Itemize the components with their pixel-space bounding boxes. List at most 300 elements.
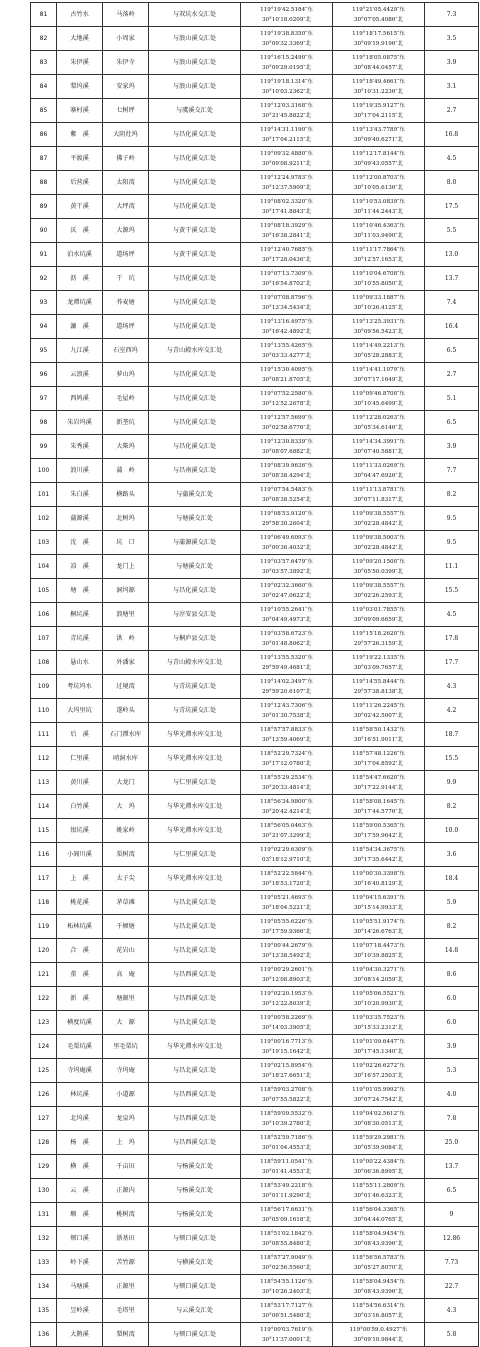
table-row xyxy=(31,387,479,411)
coord-line-east: 119°08′18.3929″东 xyxy=(260,222,313,229)
river-length: 5.5 xyxy=(425,219,479,243)
confluence: 与青山殿水库交汇处 xyxy=(149,339,241,363)
row-number: 126 xyxy=(31,1083,57,1107)
row-number: 132 xyxy=(31,1227,57,1251)
river-name: 黄干溪 xyxy=(57,195,103,219)
source-place: 大 源 xyxy=(103,1011,149,1035)
source-place: 大柴坞 xyxy=(103,435,149,459)
coord-line-north: 29°59′20.6107″北 xyxy=(261,688,312,695)
river-name: 马塘溪 xyxy=(57,1275,103,1299)
coord-line-north: 30°17′35.6442″北 xyxy=(353,856,404,863)
row-number: 109 xyxy=(31,675,57,699)
source-place: 遂岭头 xyxy=(103,699,149,723)
mouth-coords xyxy=(333,483,425,507)
table-row xyxy=(31,675,479,699)
confluence: 与蒲源溪交汇处 xyxy=(149,531,241,555)
river-name: 古竹水 xyxy=(57,3,103,27)
coord-line-east: 118°52′22.5844″东 xyxy=(260,870,313,877)
source-place: 石门潭水库 xyxy=(103,723,149,747)
river-name: 大鹊溪 xyxy=(57,1323,103,1347)
coord-line-east: 119°02′20.1953″东 xyxy=(260,990,313,997)
coord-line-east: 119°09′33.1887″东 xyxy=(352,294,405,301)
confluence: 与云溪交汇处 xyxy=(149,1299,241,1323)
coord-line-east: 119°11′13.8781″东 xyxy=(352,486,405,493)
confluence: 与昌北溪交汇处 xyxy=(149,1059,241,1083)
coord-line-north: 30°08′55.8480″北 xyxy=(261,1240,312,1247)
river-length: 8.2 xyxy=(425,795,479,819)
coord-line-east: 119°00′22.4384″东 xyxy=(352,1158,405,1165)
coord-line-north: 30°09′10.9844″北 xyxy=(353,1336,404,1343)
source-place: 大坪湾 xyxy=(103,195,149,219)
river-name: 后营溪 xyxy=(57,171,103,195)
source-coords xyxy=(241,411,333,435)
coord-line-north: 30°09′08.9211″北 xyxy=(261,160,312,167)
source-coords xyxy=(241,123,333,147)
coord-line-east: 118°53′17.7127″东 xyxy=(260,1302,313,1309)
coord-line-north: 30°02′56.5560″北 xyxy=(261,1264,312,1271)
river-name: 后 溪 xyxy=(57,723,103,747)
row-number: 134 xyxy=(31,1275,57,1299)
row-number: 101 xyxy=(31,483,57,507)
source-place: 安家坞 xyxy=(103,75,149,99)
source-place: 太子尖 xyxy=(103,867,149,891)
coord-line-north: 30°12′37.5909″北 xyxy=(261,184,312,191)
coord-line-north: 30°03′57.3892″北 xyxy=(261,568,312,575)
coord-line-north: 30°07′24.7542″北 xyxy=(353,1096,404,1103)
mouth-coords xyxy=(333,339,425,363)
river-length: 2.7 xyxy=(425,99,479,123)
river-length: 6.0 xyxy=(425,1011,479,1035)
row-number: 121 xyxy=(31,963,57,987)
source-coords xyxy=(241,483,333,507)
table-row xyxy=(31,3,479,27)
row-number: 81 xyxy=(31,3,57,27)
source-coords xyxy=(241,1131,333,1155)
source-place: 过境湾 xyxy=(103,675,149,699)
coord-line-east: 119°19′22.1335″东 xyxy=(352,654,405,661)
row-number: 123 xyxy=(31,1011,57,1035)
coord-line-north: 30°20′42.4214″北 xyxy=(261,808,312,815)
coord-line-north: 30°10′39.2780″北 xyxy=(261,1120,312,1127)
coord-line-north: 30°05′27.8070″北 xyxy=(353,1264,404,1271)
coord-line-east: 119°21′05.4429″东 xyxy=(352,6,405,13)
coord-line-east: 119°05′51.9174″东 xyxy=(352,918,405,925)
table-row xyxy=(31,579,479,603)
mouth-coords xyxy=(333,3,425,27)
coord-line-north: 30°20′33.4814″北 xyxy=(261,784,312,791)
row-number: 102 xyxy=(31,507,57,531)
confluence: 与华光潭水库交汇处 xyxy=(149,819,241,843)
source-coords xyxy=(241,651,333,675)
coord-line-north: 30°08′14.2059″北 xyxy=(353,976,404,983)
mouth-coords xyxy=(333,891,425,915)
coord-line-north: 30°07′11.8317″北 xyxy=(353,496,404,503)
river-name: 桐坑溪 xyxy=(57,603,103,627)
source-place: 花岩山 xyxy=(103,939,149,963)
coord-line-east: 119°13′43.7789″东 xyxy=(352,126,405,133)
coord-line-east: 118°54′34.3675″东 xyxy=(352,846,405,853)
row-number: 106 xyxy=(31,603,57,627)
source-coords xyxy=(241,1323,333,1347)
coord-line-east: 119°12′30.8339″东 xyxy=(260,438,313,445)
coord-line-north: 30°09′56.5423″北 xyxy=(353,328,404,335)
coord-line-east: 119°09′20.1500″东 xyxy=(352,558,405,565)
source-place: 大阴灶坞 xyxy=(103,123,149,147)
river-length: 13.7 xyxy=(425,267,479,291)
row-number: 125 xyxy=(31,1059,57,1083)
table-row xyxy=(31,507,479,531)
mouth-coords xyxy=(333,1011,425,1035)
row-number: 87 xyxy=(31,147,57,171)
coord-line-north: 30°13′59.4069″北 xyxy=(261,736,312,743)
coord-line-east: 119°11′17.7864″东 xyxy=(352,246,405,253)
row-number: 122 xyxy=(31,987,57,1011)
mouth-coords xyxy=(333,867,425,891)
river-name: 蒲源溪 xyxy=(57,507,103,531)
coord-line-east: 119°07′13.7309″东 xyxy=(260,270,313,277)
table-row xyxy=(31,51,479,75)
source-place: 外潘家 xyxy=(103,651,149,675)
river-name: 梨坞溪 xyxy=(57,75,103,99)
confluence: 与杨溪交汇处 xyxy=(149,1179,241,1203)
coord-line-east: 119°03′58.6723″东 xyxy=(260,630,313,637)
coord-line-north: 30°09′43.0557″北 xyxy=(353,160,404,167)
coord-line-north: 30°05′28.2883″北 xyxy=(353,352,404,359)
coord-line-east: 118°58′08.1645″东 xyxy=(352,798,405,805)
source-coords xyxy=(241,1299,333,1323)
source-place: 千倾塘 xyxy=(103,915,149,939)
row-number: 110 xyxy=(31,699,57,723)
confluence: 与昌化溪交汇处 xyxy=(149,267,241,291)
river-name: 银坑溪 xyxy=(57,819,103,843)
river-length: 9.5 xyxy=(425,507,479,531)
river-name: 白竹溪 xyxy=(57,795,103,819)
coord-line-north: 30°17′28.0436″北 xyxy=(261,256,312,263)
mouth-coords xyxy=(333,315,425,339)
table-row xyxy=(31,771,479,795)
coord-line-north: 30°10′31.2236″北 xyxy=(353,88,404,95)
confluence: 与昌化溪交汇处 xyxy=(149,411,241,435)
mouth-coords xyxy=(333,771,425,795)
source-place: 大源坞 xyxy=(103,219,149,243)
coord-line-east: 119°10′46.4363″东 xyxy=(352,222,405,229)
source-coords xyxy=(241,1227,333,1251)
coord-line-east: 119°11′26.2245″东 xyxy=(352,702,405,709)
river-length: 14.8 xyxy=(425,939,479,963)
table-row xyxy=(31,699,479,723)
source-coords xyxy=(241,1059,333,1083)
table-row xyxy=(31,939,479,963)
mouth-coords xyxy=(333,747,425,771)
source-coords xyxy=(241,363,333,387)
river-name: 考坑坞水 xyxy=(57,675,103,699)
coord-line-east: 119°00′16.7713″东 xyxy=(260,1038,313,1045)
mouth-coords xyxy=(333,795,425,819)
river-length: 6.5 xyxy=(425,339,479,363)
row-number: 107 xyxy=(31,627,57,651)
coord-line-east: 118°56′56.5783″东 xyxy=(352,1254,405,1261)
coord-line-east: 119°00′29.2601″东 xyxy=(260,966,313,973)
table-row xyxy=(31,339,479,363)
coord-line-north: 30°04′47.6926″北 xyxy=(353,472,404,479)
coord-line-north: 30°16′38.2841″北 xyxy=(261,232,312,239)
source-coords xyxy=(241,699,333,723)
table-row xyxy=(31,267,479,291)
row-number: 128 xyxy=(31,1131,57,1155)
row-number: 99 xyxy=(31,435,57,459)
confluence: 与昌化溪交汇处 xyxy=(149,291,241,315)
confluence: 与青山殿水库交汇处 xyxy=(149,651,241,675)
coord-line-east: 118°59′03.2708″东 xyxy=(260,1086,313,1093)
source-place: 浪塘里 xyxy=(103,603,149,627)
coord-line-north: 30°08′30.0513″北 xyxy=(353,1120,404,1127)
row-number: 85 xyxy=(31,99,57,123)
coord-line-east: 118°52′59.7186″东 xyxy=(260,1134,313,1141)
coord-line-east: 119°12′24.9783″东 xyxy=(260,174,313,181)
river-name: 合 溪 xyxy=(57,939,103,963)
source-coords xyxy=(241,1203,333,1227)
confluence: 与塘溪交汇处 xyxy=(149,507,241,531)
confluence: 与昌北溪交汇处 xyxy=(149,891,241,915)
river-length: 3.9 xyxy=(425,435,479,459)
coord-line-east: 119°00′44.2679″东 xyxy=(260,942,313,949)
coord-line-east: 119°09′38.5557″东 xyxy=(352,582,405,589)
table-row xyxy=(31,819,479,843)
river-name: 毛栗坑溪 xyxy=(57,1035,103,1059)
coord-line-east: 118°54′47.6620″东 xyxy=(352,774,405,781)
source-place: 干 坑 xyxy=(103,267,149,291)
river-name: 岭下溪 xyxy=(57,1251,103,1275)
coord-line-north: 30°08′38.4294″北 xyxy=(261,472,312,479)
river-name: 西鸠溪 xyxy=(57,387,103,411)
row-number: 98 xyxy=(31,411,57,435)
source-coords xyxy=(241,963,333,987)
coord-line-north: 30°11′03.9490″北 xyxy=(353,232,404,239)
river-length: 12.86 xyxy=(425,1227,479,1251)
mouth-coords xyxy=(333,1059,425,1083)
river-name: 柘林坑溪 xyxy=(57,915,103,939)
row-number: 82 xyxy=(31,27,57,51)
table-row xyxy=(31,1059,479,1083)
mouth-coords xyxy=(333,1203,425,1227)
coord-line-east: 118°54′56.6314″东 xyxy=(352,1302,405,1309)
confluence: 与华光潭水库交汇处 xyxy=(149,1035,241,1059)
coord-line-east: 119°09′32.4880″东 xyxy=(260,150,313,157)
mouth-coords xyxy=(333,243,425,267)
river-length: 4.5 xyxy=(425,603,479,627)
source-coords xyxy=(241,171,333,195)
mouth-coords xyxy=(333,387,425,411)
coord-line-north: 30°05′34.6146″北 xyxy=(353,424,404,431)
river-name: 横度坑溪 xyxy=(57,1011,103,1035)
row-number: 131 xyxy=(31,1203,57,1227)
source-place: 道场坪 xyxy=(103,243,149,267)
source-coords xyxy=(241,435,333,459)
confluence: 与淳安县交汇处 xyxy=(149,603,241,627)
coord-line-east: 119°14′34.3991″东 xyxy=(352,438,405,445)
coord-line-north: 30°01′41.4553″北 xyxy=(261,1168,312,1175)
coord-line-east: 119°07′54.5483″东 xyxy=(260,486,313,493)
coord-line-east: 119°03′57.6479″东 xyxy=(260,558,313,565)
row-number: 130 xyxy=(31,1179,57,1203)
source-coords xyxy=(241,747,333,771)
row-number: 113 xyxy=(31,771,57,795)
coord-line-north: 30°13′38.5492″北 xyxy=(261,952,312,959)
coord-line-north: 30°19′15.1642″北 xyxy=(261,1048,312,1055)
coord-line-north: 30°10′26.2403″北 xyxy=(261,1288,312,1295)
confluence: 与青坑溪交汇处 xyxy=(149,699,241,723)
confluence: 与蒲溪交汇处 xyxy=(149,483,241,507)
coord-line-east: 119°07′08.8796″东 xyxy=(260,294,313,301)
confluence: 与青坑溪交汇处 xyxy=(149,675,241,699)
coord-line-north: 30°01′11.9290″北 xyxy=(261,1192,312,1199)
coord-line-north: 30°16′57.2503″北 xyxy=(353,1072,404,1079)
coord-line-east: 119°04′15.6391″东 xyxy=(352,894,405,901)
coord-line-east: 118°59′09.5532″东 xyxy=(260,1110,313,1117)
coord-line-north: 30°02′26.2593″北 xyxy=(353,592,404,599)
mouth-coords xyxy=(333,1227,425,1251)
coord-line-north: 30°21′07.3299″北 xyxy=(261,832,312,839)
confluence: 与华光潭水库交汇处 xyxy=(149,747,241,771)
river-length: 6.0 xyxy=(425,987,479,1011)
coord-line-east: 119°14′02.3497″东 xyxy=(260,678,313,685)
coord-line-north: 29°57′38.8138″北 xyxy=(353,688,404,695)
mouth-coords xyxy=(333,1323,425,1347)
coord-line-north: 30°08′44.0457″北 xyxy=(353,64,404,71)
source-place: 北树坞 xyxy=(103,507,149,531)
mouth-coords xyxy=(333,1251,425,1275)
mouth-coords xyxy=(333,1131,425,1155)
mouth-coords xyxy=(333,123,425,147)
coord-line-east: 118°56′04.3365″东 xyxy=(352,1206,405,1213)
coord-line-north: 30°08′21.8705″北 xyxy=(261,376,312,383)
source-place: 太阳湾 xyxy=(103,171,149,195)
mouth-coords xyxy=(333,291,425,315)
river-name: 寺坞庵溪 xyxy=(57,1059,103,1083)
coord-line-north: 30°07′40.5881″北 xyxy=(353,448,404,455)
table-row xyxy=(31,603,479,627)
source-place: 朱伊寺 xyxy=(103,51,149,75)
river-name: 仁里溪 xyxy=(57,747,103,771)
coord-line-east: 119°18′05.0875″东 xyxy=(352,54,405,61)
coord-line-east: 118°58′50.1432″东 xyxy=(352,726,405,733)
row-number: 95 xyxy=(31,339,57,363)
river-name: 浪川溪 xyxy=(57,459,103,483)
source-coords xyxy=(241,315,333,339)
coord-line-north: 30°05′09.1618″北 xyxy=(261,1216,312,1223)
river-length: 11.1 xyxy=(425,555,479,579)
coord-line-east: 118°58′04.9454″东 xyxy=(352,1230,405,1237)
confluence: 与昌西溪交汇处 xyxy=(149,987,241,1011)
river-length: 3.9 xyxy=(425,1035,479,1059)
confluence: 与杨溪交汇处 xyxy=(149,1203,241,1227)
river-name: 朱白溪 xyxy=(57,483,103,507)
confluence: 与昌南溪交汇处 xyxy=(149,459,241,483)
mouth-coords xyxy=(333,675,425,699)
coord-line-east: 119°04′02.5612″东 xyxy=(352,1110,405,1117)
coord-line-east: 119°14′55.8444″东 xyxy=(352,678,405,685)
coord-line-north: 30°07′17.1649″北 xyxy=(353,376,404,383)
river-name: 横 溪 xyxy=(57,1155,103,1179)
coord-line-north: 30°08′43.9396″北 xyxy=(353,1240,404,1247)
river-length: 17.5 xyxy=(425,195,479,219)
coord-line-north: 30°02′47.0622″北 xyxy=(261,592,312,599)
coord-line-north: 30°08′43.9396″北 xyxy=(353,1288,404,1295)
coord-line-east: 119°18′17.5615″东 xyxy=(352,30,405,37)
coord-line-east: 119°19′42.5184″东 xyxy=(260,6,313,13)
coord-line-east: 119°06′49.6093″东 xyxy=(260,534,313,541)
river-length: 10.0 xyxy=(425,819,479,843)
river-name: 黄川溪 xyxy=(57,771,103,795)
river-name: 大地溪 xyxy=(57,27,103,51)
river-name: 寨村溪 xyxy=(57,99,103,123)
coord-line-north: 30°10′20.9930″北 xyxy=(353,1000,404,1007)
river-name: 濂 溪 xyxy=(57,315,103,339)
source-coords xyxy=(241,843,333,867)
source-coords xyxy=(241,147,333,171)
river-name: 沈 溪 xyxy=(57,531,103,555)
source-coords xyxy=(241,771,333,795)
table-row xyxy=(31,435,479,459)
table-body xyxy=(31,3,479,1347)
source-place: 塘源里 xyxy=(103,987,149,1011)
coord-line-east: 119°08′53.9120″东 xyxy=(260,510,313,517)
coord-line-north: 30°17′59.9642″北 xyxy=(353,832,404,839)
coord-line-east: 118°59′00.5365″东 xyxy=(352,822,405,829)
coord-line-east: 118°57′27.9049″东 xyxy=(260,1254,313,1261)
river-name: 紫 溪 xyxy=(57,123,103,147)
source-coords xyxy=(241,531,333,555)
coord-line-east: 119°12′57.5699″东 xyxy=(260,414,313,421)
source-coords xyxy=(241,723,333,747)
confluence: 与颊口溪交汇处 xyxy=(149,1323,241,1347)
source-coords xyxy=(241,987,333,1011)
source-coords xyxy=(241,387,333,411)
row-number: 135 xyxy=(31,1299,57,1323)
mouth-coords xyxy=(333,987,425,1011)
row-number: 114 xyxy=(31,795,57,819)
river-name: 新 溪 xyxy=(57,987,103,1011)
river-length: 5.8 xyxy=(425,1323,479,1347)
coord-line-east: 119°12′28.0263″东 xyxy=(352,414,405,421)
source-place: 佛子岭 xyxy=(103,147,149,171)
coord-line-north: 30°04′49.4973″北 xyxy=(261,616,312,623)
source-place: 栗树湾 xyxy=(103,843,149,867)
row-number: 120 xyxy=(31,939,57,963)
confluence: 与昌西溪交汇处 xyxy=(149,1131,241,1155)
row-number: 94 xyxy=(31,315,57,339)
confluence: 与仁里溪交汇处 xyxy=(149,771,241,795)
table-row xyxy=(31,219,479,243)
river-length: 4.3 xyxy=(425,675,479,699)
source-place: 梨树湾 xyxy=(103,1323,149,1347)
row-number: 112 xyxy=(31,747,57,771)
river-name: 顺 溪 xyxy=(57,1203,103,1227)
coord-line-east: 119°12′43.7306″东 xyxy=(260,702,313,709)
table-row xyxy=(31,963,479,987)
coord-line-north: 30°05′39.9084″北 xyxy=(353,1144,404,1151)
row-number: 116 xyxy=(31,843,57,867)
coord-line-east: 118°59′11.0541″东 xyxy=(260,1158,313,1165)
coord-line-north: 30°10′55.8050″北 xyxy=(353,280,404,287)
source-place: 七树坪 xyxy=(103,99,149,123)
source-place: 龙门上 xyxy=(103,555,149,579)
coord-line-north: 30°17′12.0780″北 xyxy=(261,760,312,767)
source-coords xyxy=(241,339,333,363)
coord-line-north: 30°17′41.8843″北 xyxy=(261,208,312,215)
coord-line-east: 119°08′39.9636″东 xyxy=(260,462,313,469)
coord-line-east: 119°00′30.3398″东 xyxy=(352,870,405,877)
